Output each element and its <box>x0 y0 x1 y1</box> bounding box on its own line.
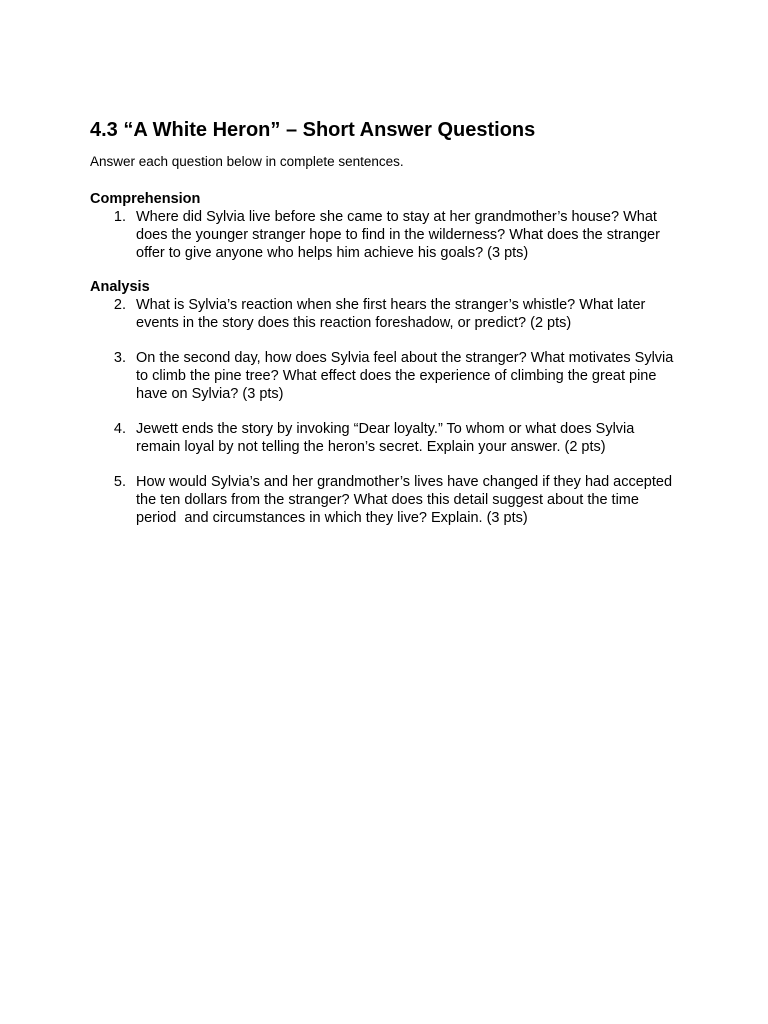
section-comprehension <box>90 190 690 262</box>
document-page <box>90 116 690 527</box>
question-item <box>90 208 690 262</box>
question-number: 1. <box>113 209 126 225</box>
question-number: 4. <box>113 421 126 437</box>
instructions-text: Answer each question below in complete sentences. <box>90 154 404 169</box>
question-number: 3. <box>113 350 126 366</box>
question-item <box>90 349 690 403</box>
question-number: 2. <box>113 297 126 313</box>
question-list <box>90 296 690 527</box>
question-number: 5. <box>113 474 126 490</box>
question-text: Where did Sylvia live before she came to stay at her grandmother’s house? What does the younger stranger hope to find in the wilderness? What does the stranger offer to give anyone who helps him achieve his goals? (3 pts) <box>136 209 664 261</box>
question-text: Jewett ends the story by invoking “Dear loyalty.” To whom or what does Sylvia remain loyal by not telling the heron’s secret. Explain your answer. (2 pts) <box>136 421 639 455</box>
document-title: 4.3 “A White Heron” – Short Answer Questions <box>90 119 536 141</box>
question-text: What is Sylvia’s reaction when she first hears the stranger’s whistle? What later events in the story does this reaction foreshadow, or predict? (2 pts) <box>136 297 650 331</box>
question-item <box>90 473 690 527</box>
question-item <box>90 420 690 456</box>
question-list <box>90 208 690 262</box>
section-heading: Analysis <box>90 279 150 295</box>
section-analysis <box>90 278 690 527</box>
question-item <box>90 296 690 332</box>
section-heading: Comprehension <box>90 191 201 207</box>
question-text: On the second day, how does Sylvia feel about the stranger? What motivates Sylvia to climb the pine tree? What effect does the experience of climbing the great pine have on Sylvia? (3 pts) <box>136 350 678 402</box>
question-text: How would Sylvia’s and her grandmother’s lives have changed if they had accepted the ten dollars from the stranger? What does this detail suggest about the time period and circumstances in which they live? Explain. (3 pts) <box>136 474 677 526</box>
